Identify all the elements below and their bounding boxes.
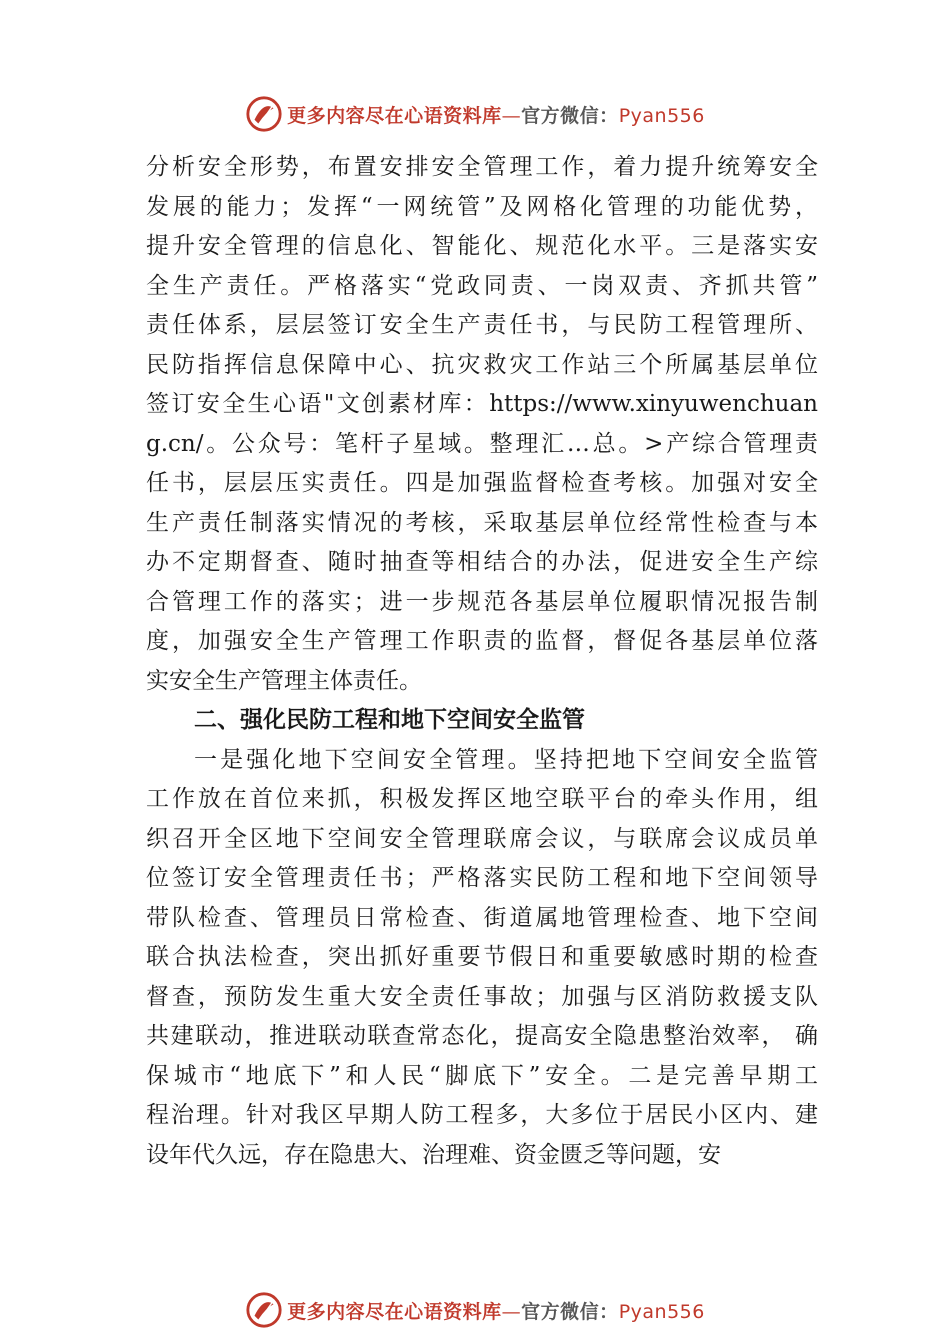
document-body bbox=[146, 148, 818, 1175]
paragraph-line: 督查，预防发生重大安全责任事故；加强与区消防救援支队 bbox=[146, 983, 818, 1010]
paragraph-line: 合管理工作的落实；进一步规范各基层单位履职情况报告制 bbox=[146, 588, 818, 615]
paragraph-line: 任书，层层压实责任。四是加强监督检查考核。加强对安全 bbox=[146, 470, 818, 496]
paragraph-line: 织召开全区地下空间安全管理联席会议，与联席会议成员单 bbox=[146, 825, 818, 852]
banner-dash: — bbox=[501, 1300, 522, 1323]
paragraph-line: 发展的能力；发挥“一网统管”及网格化管理的功能优势， bbox=[146, 193, 818, 220]
paragraph-line: 程治理。针对我区早期人防工程多，大多位于居民小区内、建 bbox=[146, 1102, 818, 1128]
paragraph-line: 设年代久远，存在隐患大、治理难、资金匮乏等问题，安 bbox=[146, 1141, 721, 1168]
paragraph-line: 提升安全管理的信息化、智能化、规范化水平。三是落实安 bbox=[146, 233, 818, 259]
paragraph-line: 生产责任制落实情况的考核，采取基层单位经常性检查与本 bbox=[146, 509, 818, 536]
paragraph-line: 办不定期督查、随时抽查等相结合的办法，促进安全生产综 bbox=[146, 549, 818, 575]
header-banner bbox=[0, 92, 950, 136]
paragraph-line: 实安全生产管理主体责任。 bbox=[146, 667, 422, 694]
red-seal-logo-icon bbox=[245, 95, 283, 133]
paragraph-line: g.cn/。公众号：笔杆子星域。整理汇…总。>产综合管理责 bbox=[146, 430, 818, 457]
paragraph-line: 度，加强安全生产管理工作职责的监督，督促各基层单位落 bbox=[146, 628, 818, 654]
banner-wechat-label: 官方微信： bbox=[521, 1300, 619, 1323]
paragraph-line: 民防指挥信息保障中心、抗灾救灾工作站三个所属基层单位 bbox=[146, 351, 818, 378]
paragraph-line: 一是强化地下空间安全管理。坚持把地下空间安全监管 bbox=[194, 746, 818, 773]
banner-dash: — bbox=[501, 104, 522, 127]
paragraph-line: 签订安全生心语"文创素材库：https://www.xinyuwenchuan bbox=[146, 391, 818, 417]
paragraph-line: 联合执法检查，突出抓好重要节假日和重要敏感时期的检查 bbox=[146, 944, 818, 970]
banner-text bbox=[287, 101, 705, 128]
paragraph-line: 责任体系，层层签订安全生产责任书，与民防工程管理所、 bbox=[146, 312, 818, 338]
paragraph-line: 分析安全形势，布置安排安全管理工作，着力提升统筹安全 bbox=[146, 154, 818, 180]
paragraph-line: 共建联动，推进联动联查常态化，提高安全隐患整治效率， 确 bbox=[146, 1023, 818, 1049]
banner-wechat-id: Pyan556 bbox=[618, 1300, 705, 1323]
banner-wechat-label: 官方微信： bbox=[521, 104, 619, 127]
banner-main-text: 更多内容尽在心语资料库 bbox=[287, 104, 502, 127]
section-heading: 二、强化民防工程和地下空间安全监管 bbox=[194, 707, 585, 733]
banner-text bbox=[287, 1297, 705, 1324]
banner-main-text: 更多内容尽在心语资料库 bbox=[287, 1300, 502, 1323]
footer-banner bbox=[0, 1288, 950, 1332]
paragraph-line: 位签订安全管理责任书；严格落实民防工程和地下空间领导 bbox=[146, 865, 818, 891]
red-seal-logo-icon bbox=[245, 1291, 283, 1329]
paragraph-line: 全生产责任。严格落实“党政同责、一岗双责、齐抓共管” bbox=[146, 272, 818, 299]
paragraph-line: 保城市“地底下”和人民“脚底下”安全。二是完善早期工 bbox=[146, 1062, 818, 1089]
banner-wechat-id: Pyan556 bbox=[618, 104, 705, 127]
paragraph-line: 带队检查、管理员日常检查、街道属地管理检查、地下空间 bbox=[146, 904, 818, 931]
paragraph-line: 工作放在首位来抓，积极发挥区地空联平台的牵头作用，组 bbox=[146, 786, 818, 812]
